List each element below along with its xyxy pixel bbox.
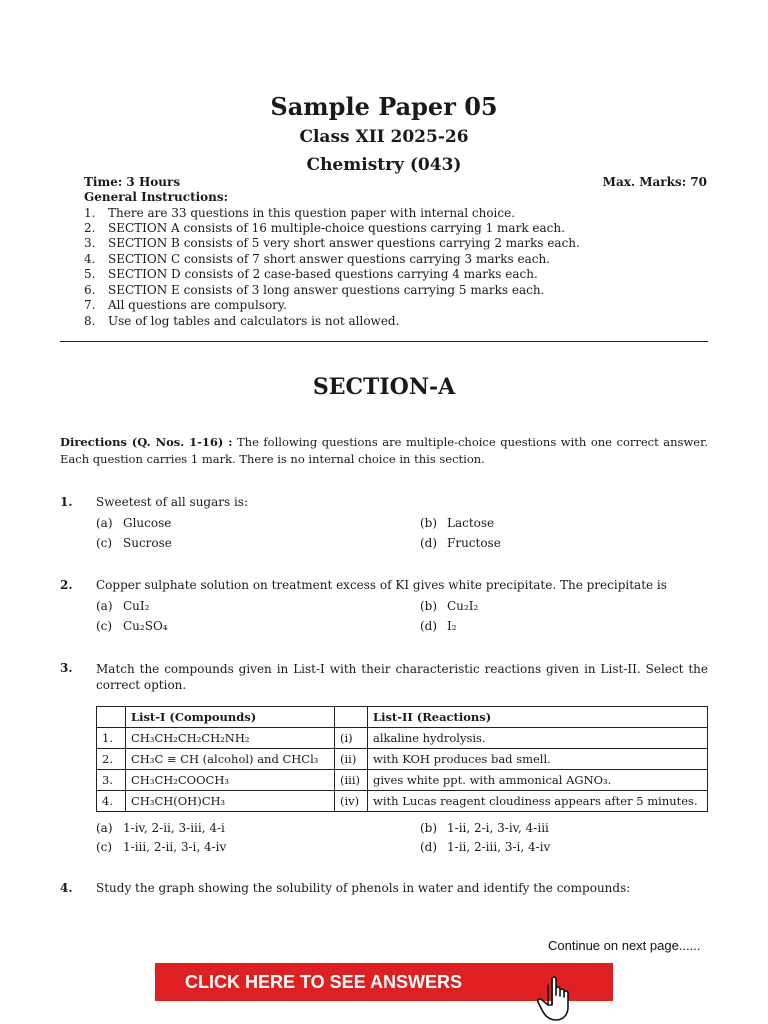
table-row <box>97 791 708 812</box>
option-text: CuI₂ <box>123 599 150 613</box>
option-label: (c) <box>96 536 113 550</box>
instruction-text: All questions are compulsory. <box>108 298 287 312</box>
option-label: (a) <box>96 516 113 530</box>
instruction-number: 4. <box>84 252 96 266</box>
option-b[interactable] <box>420 516 494 530</box>
instruction-number: 6. <box>84 283 96 297</box>
option-label: (a) <box>96 599 113 613</box>
question-text: Study the graph showing the solubility of phenols in water and identify the compounds: <box>96 881 631 895</box>
section-heading: SECTION-A <box>312 374 456 400</box>
match-table <box>96 706 708 812</box>
question-number: 4. <box>60 881 73 895</box>
option-text: Fructose <box>447 536 501 550</box>
paper-title: Sample Paper 05 <box>270 92 498 121</box>
table-cell: 3. <box>97 770 126 791</box>
instruction-number: 1. <box>84 206 96 220</box>
option-text: Sucrose <box>123 536 172 550</box>
table-cell: CH₃C ≡ CH (alcohol) and CHCl₃ <box>126 749 335 770</box>
table-cell: 1. <box>97 728 126 749</box>
table-row <box>97 770 708 791</box>
option-a[interactable] <box>96 821 225 835</box>
option-text: I₂ <box>447 619 457 633</box>
question-text: Copper sulphate solution on treatment excess of KI gives white precipitate. The precipitate is <box>96 578 667 592</box>
table-cell: alkaline hydrolysis. <box>368 728 708 749</box>
option-c[interactable] <box>96 619 168 633</box>
instructions-heading: General Instructions: <box>84 190 229 204</box>
instruction-text: SECTION C consists of 7 short answer questions carrying 3 marks each. <box>108 252 550 266</box>
option-d[interactable] <box>420 619 457 633</box>
question-number: 1. <box>60 495 73 509</box>
instruction-text: There are 33 questions in this question paper with internal choice. <box>108 206 516 220</box>
table-cell: with KOH produces bad smell. <box>368 749 708 770</box>
table-cell: CH₃CH₂CH₂CH₂NH₂ <box>126 728 335 749</box>
directions-text: The following questions are multiple-choice questions with one correct answer. Each question carries 1 mark. There is no internal choice in this section. <box>60 435 708 466</box>
directions-label: Directions (Q. Nos. 1-16) : <box>60 435 233 449</box>
table-cell: 2. <box>97 749 126 770</box>
instruction-text: SECTION A consists of 16 multiple-choice questions carrying 1 mark each. <box>108 221 565 235</box>
instruction-number: 3. <box>84 236 96 250</box>
instruction-text: SECTION B consists of 5 very short answer questions carrying 2 marks each. <box>108 236 580 250</box>
option-text: 1-iii, 2-ii, 3-i, 4-iv <box>123 840 227 854</box>
table-cell: (ii) <box>335 749 368 770</box>
table-cell: with Lucas reagent cloudiness appears after 5 minutes. <box>368 791 708 812</box>
table-header-cell <box>97 707 126 728</box>
table-cell: 4. <box>97 791 126 812</box>
question-text: Match the compounds given in List-I with their characteristic reactions given in List-II. Select the correct option. <box>96 662 708 692</box>
option-label: (b) <box>420 821 438 835</box>
table-row <box>97 749 708 770</box>
question-text: Sweetest of all sugars is: <box>96 495 249 509</box>
instruction-text: Use of log tables and calculators is not allowed. <box>108 314 400 328</box>
instruction-number: 8. <box>84 314 96 328</box>
class-line: Class XII 2025-26 <box>299 127 469 147</box>
option-label: (d) <box>420 840 438 854</box>
option-d[interactable] <box>420 840 550 854</box>
table-cell: (iv) <box>335 791 368 812</box>
table-header-row <box>97 707 708 728</box>
table-header-cell: List-I (Compounds) <box>126 707 335 728</box>
instruction-number: 7. <box>84 298 96 312</box>
option-label: (b) <box>420 516 438 530</box>
option-c[interactable] <box>96 536 172 550</box>
header-divider <box>60 341 708 342</box>
directions-paragraph <box>60 434 708 468</box>
instruction-number: 5. <box>84 267 96 281</box>
option-text: 1-iv, 2-ii, 3-iii, 4-i <box>123 821 225 835</box>
option-label: (d) <box>420 536 438 550</box>
table-cell: CH₃CH(OH)CH₃ <box>126 791 335 812</box>
option-label: (b) <box>420 599 438 613</box>
table-header-cell <box>335 707 368 728</box>
instruction-text: SECTION E consists of 3 long answer questions carrying 5 marks each. <box>108 283 545 297</box>
continue-text: Continue on next page...... <box>548 938 701 953</box>
option-text: 1-ii, 2-iii, 3-i, 4-iv <box>447 840 551 854</box>
option-b[interactable] <box>420 821 549 835</box>
pointing-hand-icon[interactable] <box>536 975 580 1023</box>
option-d[interactable] <box>420 536 501 550</box>
instruction-text: SECTION D consists of 2 case-based questions carrying 4 marks each. <box>108 267 538 281</box>
question-number: 2. <box>60 578 73 592</box>
instruction-number: 2. <box>84 221 96 235</box>
option-text: Cu₂SO₄ <box>123 619 168 633</box>
table-cell: gives white ppt. with ammonical AGNO₃. <box>368 770 708 791</box>
option-text: 1-ii, 2-i, 3-iv, 4-iii <box>447 821 549 835</box>
option-a[interactable] <box>96 599 149 613</box>
option-text: Lactose <box>447 516 495 530</box>
option-label: (c) <box>96 840 113 854</box>
see-answers-button[interactable]: CLICK HERE TO SEE ANSWERS <box>155 963 613 1001</box>
table-header-cell: List-II (Reactions) <box>368 707 708 728</box>
subject-line: Chemistry (043) <box>306 155 462 175</box>
option-b[interactable] <box>420 599 478 613</box>
table-row <box>97 728 708 749</box>
question-number: 3. <box>60 661 73 675</box>
option-label: (c) <box>96 619 113 633</box>
table-cell: CH₃CH₂COOCH₃ <box>126 770 335 791</box>
option-text: Cu₂I₂ <box>447 599 479 613</box>
option-a[interactable] <box>96 516 171 530</box>
option-text: Glucose <box>123 516 172 530</box>
option-c[interactable] <box>96 840 226 854</box>
time-label: Time: 3 Hours <box>84 175 181 189</box>
option-label: (d) <box>420 619 438 633</box>
table-cell: (iii) <box>335 770 368 791</box>
table-cell: (i) <box>335 728 368 749</box>
max-marks-label: Max. Marks: 70 <box>602 175 707 189</box>
option-label: (a) <box>96 821 113 835</box>
